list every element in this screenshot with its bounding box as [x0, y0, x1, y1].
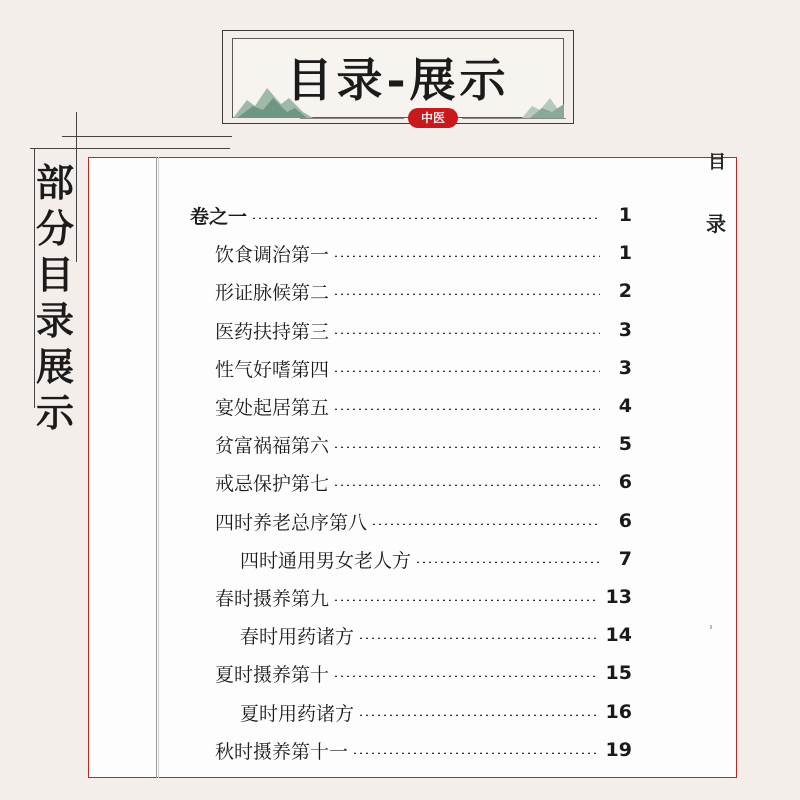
- toc-entry-page: 3: [618, 319, 632, 341]
- toc-entry: [240, 620, 632, 650]
- toc-entry-page: 7: [618, 548, 632, 570]
- toc-entry-title: 形证脉候第二: [215, 281, 330, 304]
- toc-entry-title: 贫富祸福第六: [215, 434, 330, 457]
- toc-entry-page: 19: [605, 739, 632, 761]
- toc-entry-title: 戒忌保护第七: [215, 472, 330, 495]
- toc-entry-page: 14: [605, 624, 632, 646]
- toc-entry: [215, 276, 632, 306]
- category-badge: 中医: [408, 108, 458, 128]
- toc-entry-title: 秋时摄养第十一: [215, 740, 349, 763]
- side-vertical-label: [32, 160, 78, 436]
- toc-entry-page: 2: [618, 280, 632, 302]
- toc-entry-page: 6: [618, 510, 632, 532]
- toc-entry-page: 3: [618, 357, 632, 379]
- toc-entry-title: 医药扶持第三: [215, 320, 330, 343]
- toc-leader-dots: [333, 370, 600, 372]
- toc-entry: [215, 582, 632, 612]
- toc-leader-dots: [333, 293, 600, 295]
- toc-leader-dots: [333, 332, 600, 334]
- badge-divider-right: [462, 118, 566, 119]
- side-label-char: 目: [35, 252, 74, 297]
- page-binding-rule: [156, 157, 157, 778]
- toc-entry-title: 性气好嗜第四: [215, 358, 330, 381]
- toc-entry-title: 四时通用男女老人方: [240, 549, 412, 572]
- toc-entry-page: 16: [605, 701, 632, 723]
- toc-leader-dots: [333, 446, 600, 448]
- toc-entry: [215, 506, 632, 536]
- toc-leader-dots: [333, 484, 600, 486]
- toc-leader-dots: [352, 752, 598, 754]
- page-side-heading: 录: [706, 212, 726, 236]
- toc-entry: [215, 391, 632, 421]
- toc-entry-title: 夏时摄养第十: [215, 663, 330, 686]
- toc-entry: [215, 429, 632, 459]
- toc-entry-page: 5: [618, 433, 632, 455]
- side-label-char: 录: [35, 298, 74, 343]
- toc-entry-title: 饮食调治第一: [215, 243, 330, 266]
- toc-entry: [215, 658, 632, 688]
- page-speck: [710, 625, 712, 629]
- toc-entry-page: 1: [618, 204, 632, 226]
- side-label-char: 示: [35, 390, 74, 435]
- deco-line-h1: [62, 136, 232, 137]
- toc-leader-dots: [333, 599, 598, 601]
- toc-entry: [190, 200, 632, 230]
- toc-entry: [215, 467, 632, 497]
- toc-leader-dots: [251, 217, 600, 219]
- toc-leader-dots: [358, 714, 598, 716]
- toc-entry-title: 夏时用药诸方: [240, 702, 355, 725]
- toc-entry-page: 1: [618, 242, 632, 264]
- toc-entry: [215, 735, 632, 765]
- toc-entry-title: 春时摄养第九: [215, 587, 330, 610]
- toc-entry: [215, 315, 632, 345]
- toc-entry-title: 春时用药诸方: [240, 625, 355, 648]
- toc-entry: [215, 353, 632, 383]
- toc-entry: [240, 544, 632, 574]
- side-label-char: 展: [35, 344, 74, 389]
- toc-leader-dots: [371, 523, 600, 525]
- page-corner-heading: 目: [708, 152, 726, 173]
- toc-leader-dots: [358, 637, 598, 639]
- toc-entry: [215, 238, 632, 268]
- side-label-char: 部: [35, 160, 74, 205]
- toc-entry-page: 15: [605, 662, 632, 684]
- deco-line-h2: [30, 148, 230, 149]
- toc-entry-title: 四时养老总序第八: [215, 511, 368, 534]
- page-binding-rule-inner: [158, 157, 159, 778]
- toc-leader-dots: [333, 408, 600, 410]
- toc-leader-dots: [333, 675, 598, 677]
- toc-leader-dots: [333, 255, 600, 257]
- toc-entry-title: 宴处起居第五: [215, 396, 330, 419]
- toc-entry-title: 卷之一: [190, 205, 248, 228]
- toc-entry-page: 6: [618, 471, 632, 493]
- toc-leader-dots: [415, 561, 600, 563]
- page-title: 目录-展示: [286, 53, 510, 107]
- toc-entry-page: 13: [605, 586, 632, 608]
- toc-entry-page: 4: [618, 395, 632, 417]
- badge-divider-left: [300, 118, 404, 119]
- side-label-char: 分: [35, 206, 74, 251]
- toc-entry: [240, 697, 632, 727]
